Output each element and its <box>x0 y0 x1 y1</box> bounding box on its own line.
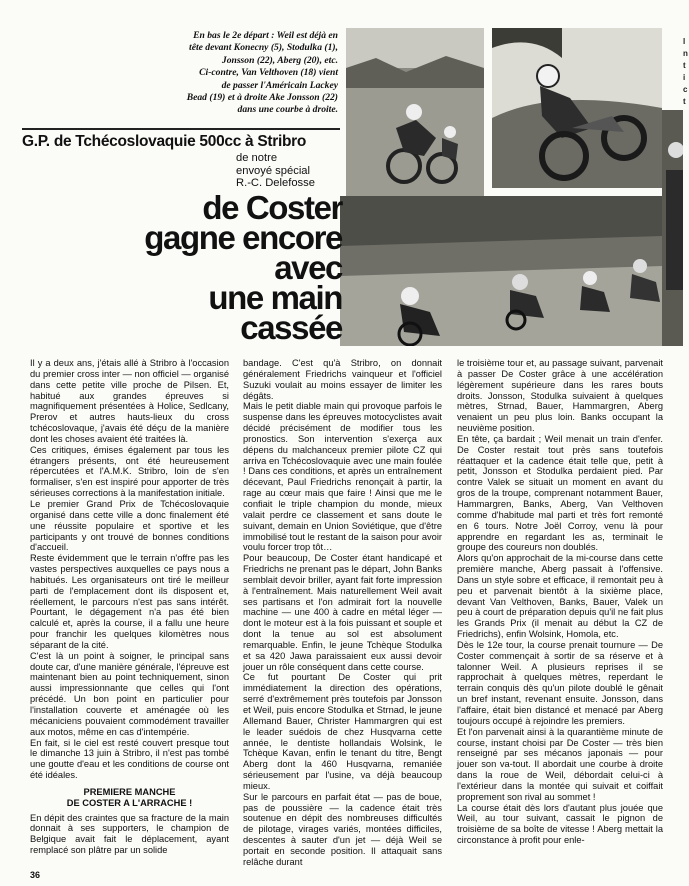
paragraph: Alors qu'on approchait de la mi-course dans cette première manche, Aberg passait à l'offensive. Dans un style sobre et efficace, il remontait peu à peu et parvenait bientôt à la sixième place, devant Van Velthoven, Banks, Bauer, Valek un peu à court de préparation depuis qu'il ne fait plus les Grands Prix (il menait au début la CZ de Friedrichs), enfin Wolsink, Homola, etc. <box>457 553 663 640</box>
paragraph: Ces critiques, émises également par tous les étrangers présents, ont été heureusement répercutées et l'A.M.K. Stribro, loin de s'en formaliser, s'en est inspiré pour apporter de très sérieuses corrections à la manifestation initiale. <box>30 444 229 499</box>
paragraph: En fait, si le ciel est resté couvert presque tout le dimanche 13 juin à Stribro, il n'est pas tombé une goutte d'eau et les conditions de course ont été idéales. <box>30 737 229 781</box>
photo-rider-jumping <box>492 28 662 188</box>
paragraph: Ce fut pourtant De Coster qui prit immédiatement la direction des opérations, serré d'extrêmement près toutefois par Jonsson et Weil, puis encore Stodulka et Strnad, le jeune Allemand Bauer, Christer Hammargren qui est le leader suédois de chez Husqvarna cette année, le dentiste hollandais Wolsink, le Tchèque Kavan, enfin le tenant du titre, Bengt Aberg dont la 460 Husqvarna, remaniée sérieusement par l'usine, va déjà beaucoup mieux. <box>243 672 442 791</box>
photo-caption: En bas le 2e départ : Weil est déjà en tête devant Konecny (5), Stodulka (1), Jonsson (22), Aberg (20), etc. Ci-contre, Van Velthoven (18) vient de passer l'Américain Lackey Bead (19) et à droite Ake Jonsson (22) dans une courbe à droite. <box>186 30 338 116</box>
paragraph: C'est là un point à soigner, le principal sans doute car, d'une manière générale, l'épreuve est maintenant bien au point techniquement, sinon aussi impressionnante que celles qui l'ont précédé. Un bon point en particulier pour l'installation couverte et aménagée où les mécaniciens pouvaient commodément travailler aux motos, même en cas d'intempérie. <box>30 650 229 737</box>
title-rule <box>22 128 340 130</box>
paragraph: Le premier Grand Prix de Tchécoslovaquie organisé dans cette ville a donc finalement été une réussite populaire et sportive et les participants y ont trouvé de bonnes conditions d'accueil. <box>30 498 229 553</box>
byline: de notre envoyé spécial R.-C. Delefosse <box>236 152 315 190</box>
paragraph: Il y a deux ans, j'étais allé à Stribro à l'occasion du premier cross inter — non officiel — organisé dans cette petite ville proche de Pilsen. Et, habitué aux grandes épreuves si magnifiquement présentées à Holice, Sedlcany, Prerov et autres hauts-lieux du cross tchécoslovaque, j'avais été déçu de la manière dont les choses avaient été traitées là. <box>30 358 229 444</box>
photo-start-pack <box>340 196 662 346</box>
article-column-2 <box>243 358 442 868</box>
paragraph: En tête, ça bardait ; Weil menait un train d'enfer. De Coster restait tout près sans toutefois réattaquer et la cadence était telle que, petit à petit, Jonsson et Stodulka perdaient pied. Par contre Valek se situait un moment en avant du gros de la troupe, comprenant notamment Bauer, Hammargren, Banks, Aberg, Van Velthoven comme d'habitude mal parti et très fort remonté en 6 tours. Notre Joël Corroy, venu là pour apprendre en regardant les as, terminait le groupe des coureurs non doublés. <box>457 433 663 553</box>
paragraph: Pour beaucoup, De Coster étant handicapé et Friedrichs ne prenant pas le départ, John Banks semblait devoir briller, ayant fait forte impression à l'entraînement. Mais naturellement Weil avait ses partisans et l'on admirait fort la nouvelle machine — une 400 à cadre en métal léger — dont le moteur est à la fois puissant et souple et dont la tenue au sol est absolument remarquable. Enfin, le jeune Tchèque Stodulka et sa 420 Jawa paraissaient eux aussi devoir jouer un rôle conséquent dans cette course. <box>243 553 442 672</box>
right-edge-text: l n t i c t <box>683 37 688 106</box>
section-subhead: PREMIERE MANCHE DE COSTER A L'ARRACHE ! <box>66 786 193 808</box>
race-title: G.P. de Tchécoslovaquie 500cc à Stribro <box>22 133 307 150</box>
paragraph: bandage. C'est qu'à Stribro, on donnait généralement Friedrichs vainqueur et l'officiel Suzuki voulait au moins essayer de limiter les dégâts. <box>243 358 442 401</box>
photo-rider-right-edge <box>662 110 683 346</box>
paragraph: Et l'on parvenait ainsi à la quarantième minute de course, instant choisi par De Coster — très bien renseigné par ses mécanos japonais — pour jouer son va-tout. Il abordait une courbe à droite dans la roue de Weil, débordait celui-ci à l'extérieur dans la montée qui suivait et coiffait proprement son rival au sommet ! <box>457 726 663 802</box>
paragraph: En dépit des craintes que sa fracture de la main donnait à ses supporters, le champion de Belgique avait fait le déplacement, ayant remplacé son plâtre par un solide <box>30 812 229 856</box>
page-number: 36 <box>30 870 41 880</box>
headline: de Coster gagne encore avec une main cassée <box>144 189 342 346</box>
article-column-1 <box>30 358 229 856</box>
paragraph: La course était dès lors d'autant plus jouée que Weil, au tour suivant, cassait le pignon de troisième de sa boîte de vitesse ! Aberg mettait la circonstance à profit pour enle- <box>457 802 663 846</box>
paragraph: Dès le 12e tour, la course prenait tournure — De Coster commençait à sortir de sa réserve et à talonner Weil. A plusieurs reprises il se rapprochait à quelques mètres, reperdant le terrain conquis dès qu'un pilote doublé le gênait un bref instant, revenant ensuite. Jonsson, dans l'affaire, était bien distancé et menacé par Aberg toujours occupé à rejoindre les premiers. <box>457 639 663 726</box>
article-column-3 <box>457 358 663 846</box>
paragraph: Mais le petit diable main qui provoque parfois le suspense dans les épreuves motocyclistes avait décidé précisément de modifier tous les pronostics. Son intervention s'exerça aux dépens du malchanceux premier pilote CZ qui arriva en Tchécoslovaquie avec une main foulée ! Dans ces conditions, et après un entraînement décevant, Paul Friedrichs renonçait à partir, la rage au cœur mais que faire ! Ainsi que me le confiait le triple champion du monde, mieux valait perdre ce classement et sans doute le suivant, demain en Union Soviétique, que d'être immobilisé tout le restant de la saison pour avoir voulu forcer trop tôt… <box>243 401 442 553</box>
paragraph: Sur le parcours en parfait état — pas de boue, pas de poussière — la cadence était très soutenue en dépit des nombreuses difficultés de pilotage, virages variés, montées difficiles, descentes à sauter d'un jet — déjà Weil se portait en seconde position. Il attaquait sans relâche durant <box>243 791 442 867</box>
photo-riders-top-left <box>346 28 484 200</box>
paragraph: Reste évidemment que le terrain n'offre pas les vastes perspectives auxquelles ce pays nous a habitués. Les organisateurs ont tiré le meilleur parti de l'emplacement dont ils disposent et, réellement, le parcours n'est pas sans intérêt. Pourtant, le dégagement n'a pas été bien calculé et, après la course, il a fallu une heure pour franchir les quelques kilomètres nous séparant de la cité. <box>30 553 229 650</box>
paragraph: le troisième tour et, au passage suivant, parvenait à passer De Coster grâce à une accélération légèrement supérieure dans les rares bouts droits. Jonsson, Stodulka suivaient à quelques mètres, Strnad, Bauer, Hammargren, Aberg venaient un peu plus loin. Banks occupant la neuvième position. <box>457 358 663 434</box>
